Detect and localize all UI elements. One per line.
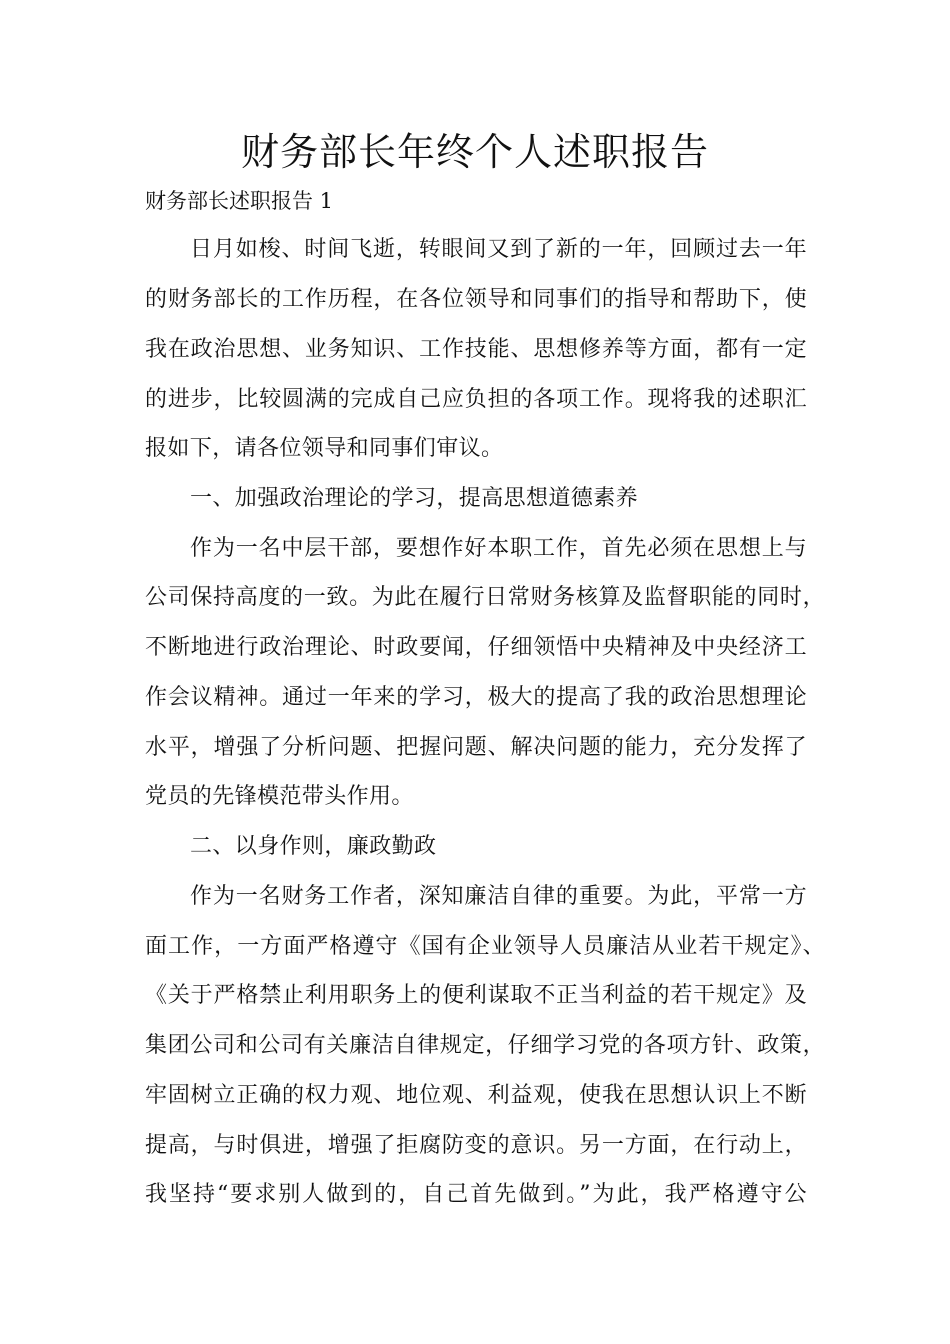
paragraph-line: 作会议精神。通过一年来的学习，极大的提高了我的政治思想理论 bbox=[145, 685, 807, 710]
paragraph-line: 我坚持“要求别人做到的，自己首先做到。”为此，我严格遵守公 bbox=[145, 1182, 807, 1207]
paragraph-line: 牢固树立正确的权力观、地位观、利益观，使我在思想认识上不断 bbox=[145, 1083, 807, 1108]
paragraph-line: 面工作，一方面严格遵守《国有企业领导人员廉洁从业若干规定》、 bbox=[145, 934, 825, 959]
paragraph-line: 的进步，比较圆满的完成自己应负担的各项工作。现将我的述职汇 bbox=[145, 387, 807, 412]
section-heading: 二、以身作则，廉政勤政 bbox=[190, 834, 437, 859]
paragraph-line: 集团公司和公司有关廉洁自律规定，仔细学习党的各项方针、政策， bbox=[145, 1033, 825, 1058]
document-subtitle: 财务部长述职报告 1 bbox=[145, 189, 334, 213]
paragraph-line: 水平，增强了分析问题、把握问题、解决问题的能力，充分发挥了 bbox=[145, 735, 807, 760]
paragraph-line: 《关于严格禁止利用职务上的便利谋取不正当利益的若干规定》及 bbox=[145, 983, 807, 1008]
paragraph-line: 作为一名中层干部，要想作好本职工作，首先必须在思想上与 bbox=[190, 536, 807, 561]
paragraph-line: 作为一名财务工作者，深知廉洁自律的重要。为此，平常一方 bbox=[190, 884, 807, 909]
paragraph-line: 的财务部长的工作历程，在各位领导和同事们的指导和帮助下，使 bbox=[145, 287, 807, 312]
paragraph-line: 报如下，请各位领导和同事们审议。 bbox=[145, 436, 504, 461]
paragraph-line: 公司保持高度的一致。为此在履行日常财务核算及监督职能的同时， bbox=[145, 585, 825, 610]
paragraph-line: 我在政治思想、业务知识、工作技能、思想修养等方面，都有一定 bbox=[145, 337, 807, 362]
paragraph-line: 不断地进行政治理论、时政要闻，仔细领悟中央精神及中央经济工 bbox=[145, 635, 807, 660]
paragraph-line: 提高，与时俱进，增强了拒腐防变的意识。另一方面，在行动上， bbox=[145, 1133, 807, 1158]
paragraph-line: 日月如梭、时间飞逝，转眼间又到了新的一年，回顾过去一年 bbox=[190, 237, 807, 262]
document-title: 财务部长年终个人述职报告 bbox=[240, 130, 709, 174]
section-heading: 一、加强政治理论的学习，提高思想道德素养 bbox=[190, 486, 639, 511]
paragraph-line: 党员的先锋模范带头作用。 bbox=[145, 784, 414, 809]
